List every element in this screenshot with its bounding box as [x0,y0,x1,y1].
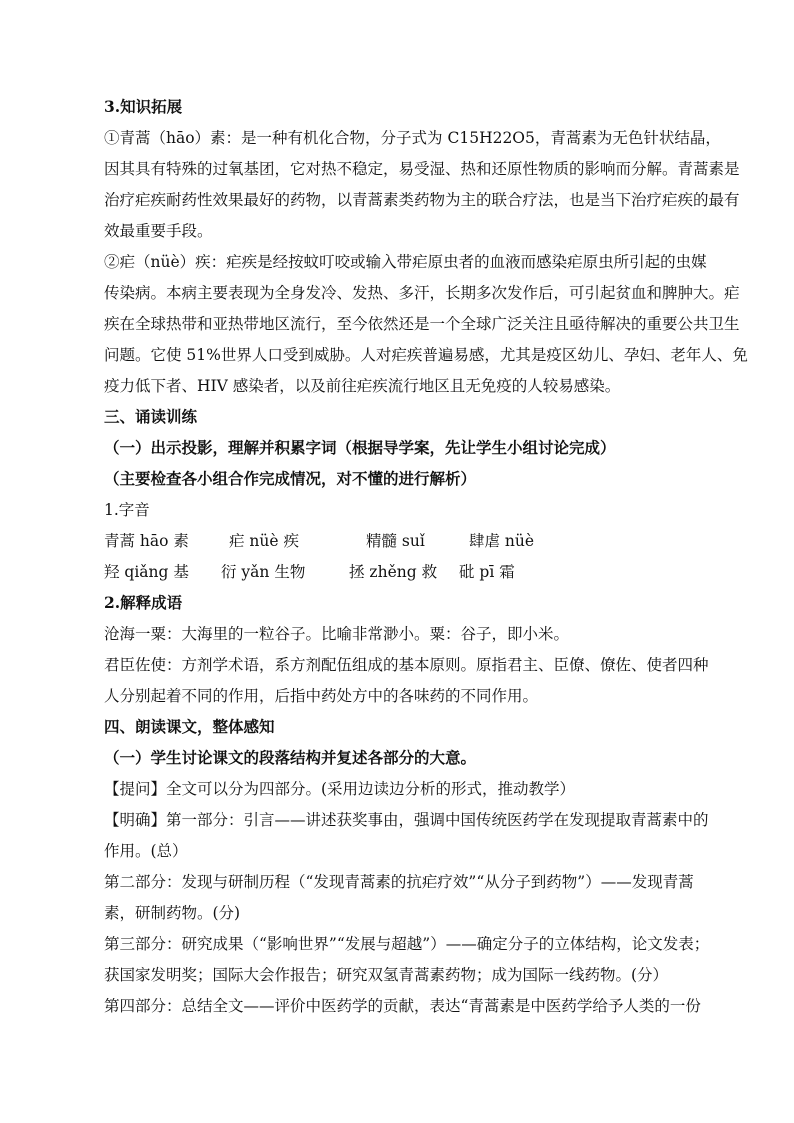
answer-part2-line-2: 素，研制药物。(分) [104,904,241,922]
answer-part1-line-2: 作用。(总） [104,842,188,860]
paragraph-qinghao-line-3: 治疗疟疾耐药性效果最好的药物，以青蒿素类药物为主的联合疗法，也是当下治疗疟疾的最有 [104,191,740,209]
paragraph-nueji-line-2: 传染病。本病主要表现为全身发冷、发热、多汗，长期多次发作后，可引起贫血和脾肿大。疟 [104,284,740,302]
answer-part2-line-1: 第二部分：发现与研制历程（“发现青蒿素的抗疟疗效”“从分子到药物”）——发现青蒿 [104,873,694,891]
paragraph-nueji-line-3: 疾在全球热带和亚热带地区流行，至今依然还是一个全球广泛关注且亟待解决的重要公共卫生 [104,315,740,333]
paragraph-nueji-line-4: 问题。它使 51%世界人口受到威胁。人对疟疾普遍易感，尤其是疫区幼儿、孕妇、老年人、免 [104,346,748,364]
pron-item: 青蒿 hāo 素 [104,532,189,550]
idiom-canghai: 沧海一粟：大海里的一粒谷子。比喻非常渺小。粟：谷子，即小米。 [104,625,570,643]
subheading-projection: （一）出示投影，理解并积累字词（根据导学案，先让学生小组讨论完成） [104,438,616,457]
answer-part3-line-1: 第三部分：研究成果（“影响世界”“发展与超越”）——确定分子的立体结构，论文发表； [104,935,710,953]
answer-part3-line-2: 获国家发明奖；国际大会作报告；研究双氢青蒿素药物；成为国际一线药物。(分） [104,966,669,984]
question-line: 【提问】全文可以分为四部分。(采用边读边分析的形式，推动教学） [104,780,576,798]
pron-item: 疟 nüè 疾 [229,532,299,550]
pron-item: 砒 pī 霜 [459,563,515,581]
pron-item: 精髓 suǐ [366,532,425,550]
answer-part1-line-1: 【明确】第一部分：引言——讲述获奖事由，强调中国传统医药学在发现提取青蒿素中的 [104,811,709,829]
idiom-junchen-line-1: 君臣佐使：方剂学术语，系方剂配伍组成的基本原则。原指君主、臣僚、僚佐、使者四种 [104,656,709,674]
paragraph-qinghao-line-2: 因其具有特殊的过氧基团，它对热不稳定，易受湿、热和还原性物质的影响而分解。青蒿素是 [104,160,740,178]
pron-item: 肆虐 nüè [469,532,535,550]
section-heading-knowledge: 3.知识拓展 [104,97,183,116]
paragraph-qinghao-line-4: 效最重要手段。 [104,222,213,240]
pronunciation-title: 1.字音 [104,501,150,519]
pron-item: 拯 zhěng 救 [349,563,438,581]
paragraph-nueji-line-1: ②疟（nüè）疾：疟疾是经按蚊叮咬或输入带疟原虫者的血液而感染疟原虫所引起的虫媒 [104,253,707,271]
paragraph-nueji-line-5: 疫力低下者、HIV 感染者，以及前往疟疾流行地区且无免疫的人较易感染。 [104,377,621,395]
section-heading-reading: 四、朗读课文，整体感知 [104,717,275,736]
idiom-junchen-line-2: 人分别起着不同的作用，后指中药处方中的各味药的不同作用。 [104,687,539,705]
subheading-structure: （一）学生讨论课文的段落结构并复述各部分的大意。 [104,748,477,767]
answer-part4-line-1: 第四部分：总结全文——评价中医药学的贡献，表达“青蒿素是中医药学给予人类的一份 [104,997,701,1015]
section-heading-recitation: 三、诵读训练 [104,407,198,426]
paragraph-qinghao-line-1: ①青蒿（hāo）素：是一种有机化合物，分子式为 C15H22O5，青蒿素为无色针状结晶， [104,129,721,147]
idiom-title: 2.解释成语 [104,593,183,612]
pron-item: 羟 qiǎng 基 [104,563,189,581]
pron-item: 衍 yǎn 生物 [221,563,306,581]
subheading-check: （主要检查各小组合作完成情况，对不懂的进行解析） [104,469,477,488]
